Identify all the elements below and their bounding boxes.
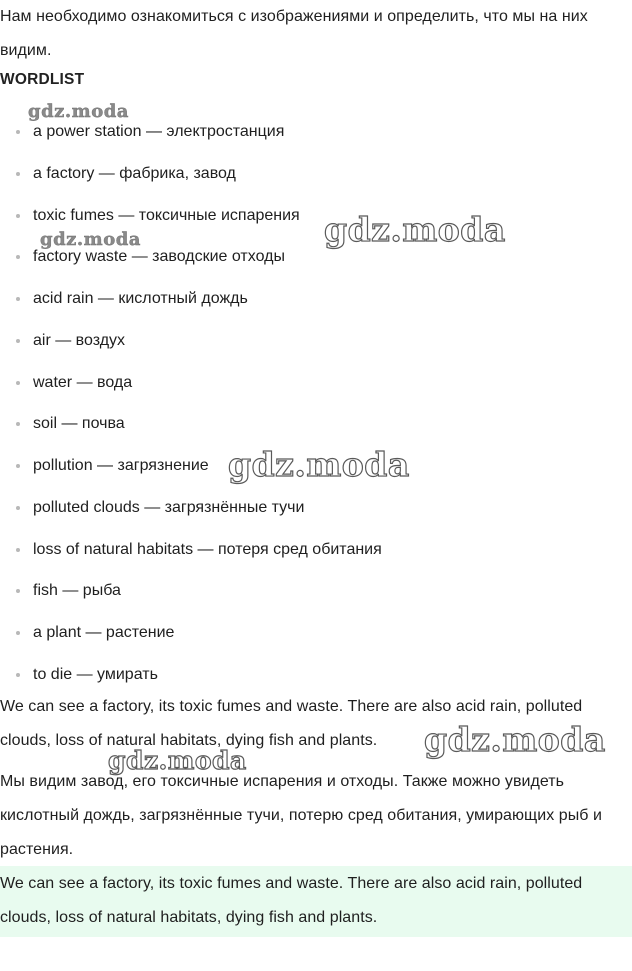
watermark-logo: gdz.moda [28, 101, 129, 122]
list-item-text: factory waste — заводские отходы [33, 248, 285, 266]
list-item-text: fish — рыба [33, 582, 121, 600]
bullet-icon [16, 381, 20, 385]
watermark-logo: gdz.moda [228, 445, 410, 484]
answer-box [0, 866, 632, 937]
list-item-text: acid rain — кислотный дождь [33, 290, 248, 307]
english-paragraph: We can see a factory, its toxic fumes and waste. There are also acid rain, polluted clouds, loss of natural habitats, dying fish and plants. [0, 698, 583, 749]
list-item [0, 154, 632, 196]
bullet-icon [16, 172, 20, 176]
russian-paragraph: Мы видим завод, его токсичные испарения и отходы. Также можно увидеть кислотный дождь, загрязнённые тучи, потерю сред обитания, умирающих рыб и растения. [0, 773, 602, 858]
bullet-icon [16, 297, 20, 301]
wordlist [0, 112, 632, 697]
bullet-icon [16, 589, 20, 593]
list-item [0, 613, 632, 655]
list-item [0, 404, 632, 446]
bullet-icon [16, 673, 20, 677]
list-item [0, 321, 632, 363]
bullet-icon [16, 422, 20, 426]
bullet-icon [16, 631, 20, 635]
list-item-text: toxic fumes — токсичные испарения [33, 206, 300, 224]
list-item [0, 279, 632, 321]
list-item-text: air — воздух [33, 331, 126, 349]
list-item-text: polluted clouds — загрязнённые тучи [33, 498, 305, 516]
list-item-text: a factory — фабрика, завод [33, 164, 236, 182]
bullet-icon [16, 548, 20, 552]
bullet-icon [16, 255, 20, 259]
bullet-icon [16, 214, 20, 218]
list-item-text: a plant — растение [33, 624, 175, 641]
list-item-text: water — вода [33, 373, 133, 391]
list-item-text: soil — почва [33, 415, 125, 433]
wordlist-heading: WORDLIST [0, 71, 85, 88]
answer-text: We can see a factory, its toxic fumes and waste. There are also acid rain, polluted clouds, loss of natural habitats, dying fish and plants. [0, 875, 583, 926]
list-item-text: a power station — электростанция [33, 123, 285, 140]
bullet-icon [16, 339, 20, 343]
intro-paragraph: Нам необходимо ознакомиться с изображениями и определить, что мы на них видим. [0, 8, 588, 59]
watermark-logo: gdz.moda [108, 746, 247, 775]
list-item [0, 488, 632, 530]
bullet-icon [16, 506, 20, 510]
list-item [0, 530, 632, 572]
bullet-icon [16, 130, 20, 134]
list-item-text: to die — умирать [33, 665, 158, 683]
list-item-text: loss of natural habitats — потеря сред обитания [33, 540, 382, 558]
list-item-text: pollution — загрязнение [33, 457, 209, 474]
watermark-logo: gdz.moda [40, 229, 141, 250]
list-item [0, 571, 632, 613]
watermark-logo: gdz.moda [324, 210, 506, 249]
watermark-logo: gdz.moda [424, 720, 606, 759]
list-item [0, 363, 632, 405]
bullet-icon [16, 464, 20, 468]
